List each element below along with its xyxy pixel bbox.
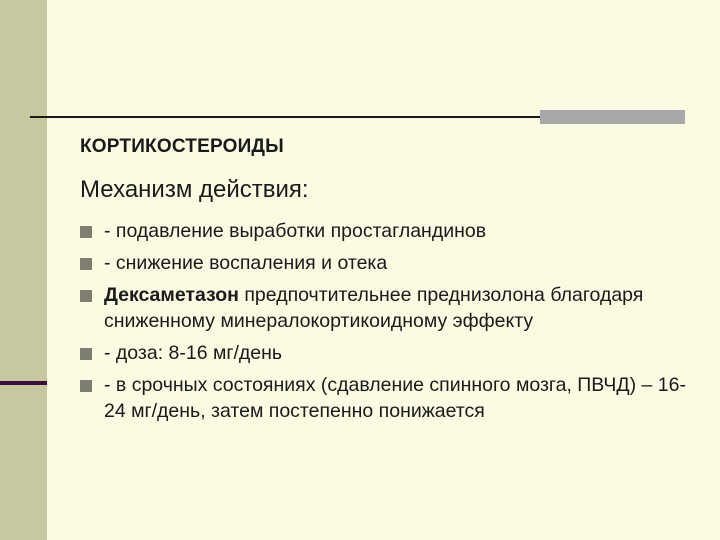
bullet-list	[80, 218, 690, 424]
top-divider-accent	[540, 110, 685, 124]
square-bullet-icon	[80, 226, 92, 238]
bullet-bold-text: Дексаметазон	[104, 284, 239, 306]
bullet-text: предпочтительнее преднизолона благодаря сниженному минералокортикоидному эффекту	[104, 284, 644, 332]
bullet-text: - снижение воспаления и отека	[104, 252, 388, 274]
square-bullet-icon	[80, 380, 92, 392]
slide-subtitle: Механизм действия:	[80, 176, 309, 203]
slide-title: КОРТИКОСТЕРОИДЫ	[80, 136, 284, 157]
slide-content	[80, 128, 690, 430]
bullet-text: - доза: 8-16 мг/день	[104, 342, 283, 364]
bullet-item	[80, 218, 690, 244]
left-accent-line	[0, 381, 47, 385]
left-decorative-bar	[0, 0, 47, 540]
bullet-item	[80, 282, 690, 334]
square-bullet-icon	[80, 290, 92, 302]
square-bullet-icon	[80, 258, 92, 270]
bullet-item	[80, 372, 690, 424]
bullet-text: - подавление выработки простагландинов	[104, 220, 487, 242]
square-bullet-icon	[80, 348, 92, 360]
bullet-item	[80, 340, 690, 366]
bullet-item	[80, 250, 690, 276]
bullet-text: - в срочных состояниях (сдавление спинного мозга, ПВЧД) – 16-24 мг/день, затем постепенно понижается	[104, 374, 686, 422]
